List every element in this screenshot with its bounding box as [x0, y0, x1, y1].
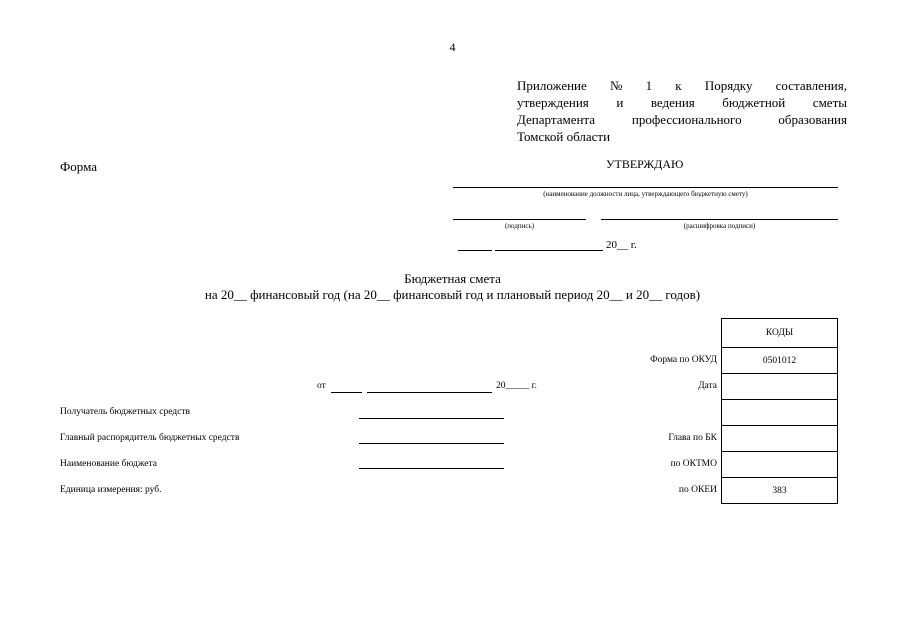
appendix-word: образования [778, 112, 847, 127]
appendix-word: 1 [645, 78, 653, 93]
decode-line [601, 219, 838, 220]
recipient-label: Получатель бюджетных средств [60, 407, 190, 417]
approve-title: УТВЕРЖДАЮ [606, 157, 684, 171]
appendix-word: профессионального [631, 112, 742, 127]
date-prefix: от [317, 381, 326, 391]
decode-caption: (расшифровка подписи) [683, 222, 756, 230]
okud-label: Форма по ОКУД [650, 355, 717, 365]
appendix-word: ведения [650, 95, 695, 110]
appendix-word: Порядку [704, 78, 753, 93]
month-line [495, 250, 603, 251]
blank-code[interactable] [722, 400, 838, 426]
okei-code[interactable]: 383 [722, 478, 838, 504]
chief-manager-line [359, 443, 504, 444]
doc-subtitle: на 20__ финансовый год (на 20__ финансовый год и плановый период 20__ и 20__ годов) [204, 287, 701, 302]
budget-name-line [359, 468, 504, 469]
codes-table [721, 318, 838, 504]
appendix-word: утверждения [517, 95, 589, 110]
appendix-word: № [609, 78, 623, 93]
appendix-word: составления, [775, 78, 847, 93]
approve-year: 20__ г. [606, 239, 637, 251]
doc-title: Бюджетная смета [404, 271, 501, 286]
appendix-word: и [616, 95, 624, 110]
oktmo-code[interactable] [722, 452, 838, 478]
page-number: 4 [449, 40, 456, 54]
appendix-line-2 [517, 94, 847, 111]
appendix-word: к [675, 78, 682, 93]
appendix-word: Департамента [517, 112, 596, 127]
date-day-line [331, 392, 362, 393]
recipient-line [359, 418, 504, 419]
date-code[interactable] [722, 374, 838, 400]
appendix-word: сметы [812, 95, 847, 110]
appendix-line-1 [517, 77, 847, 94]
position-line [453, 187, 838, 188]
bk-code[interactable] [722, 426, 838, 452]
appendix-note [517, 77, 847, 145]
appendix-word: Приложение [517, 78, 587, 93]
appendix-word: бюджетной [722, 95, 786, 110]
bk-label: Глава по БК [668, 433, 717, 443]
signature-line [453, 219, 586, 220]
signature-caption: (подпись) [504, 222, 535, 230]
date-month-line [367, 392, 492, 393]
oktmo-label: по ОКТМО [670, 459, 717, 469]
position-caption: (наименование должности лица, утверждающего бюджетную смету) [543, 190, 748, 198]
date-year: 20_____ г. [496, 381, 537, 391]
budget-name-label: Наименование бюджета [60, 459, 157, 469]
chief-manager-label: Главный распорядитель бюджетных средств [60, 433, 240, 443]
date-label: Дата [698, 381, 717, 391]
unit-label: Единица измерения: руб. [60, 485, 162, 495]
okei-label: по ОКЕИ [678, 485, 717, 495]
appendix-line-4: Томской области [517, 129, 611, 144]
okud-code[interactable]: 0501012 [722, 348, 838, 374]
form-label: Форма [60, 159, 97, 174]
day-line [458, 250, 492, 251]
codes-header: КОДЫ [722, 319, 838, 348]
appendix-line-3 [517, 111, 847, 128]
